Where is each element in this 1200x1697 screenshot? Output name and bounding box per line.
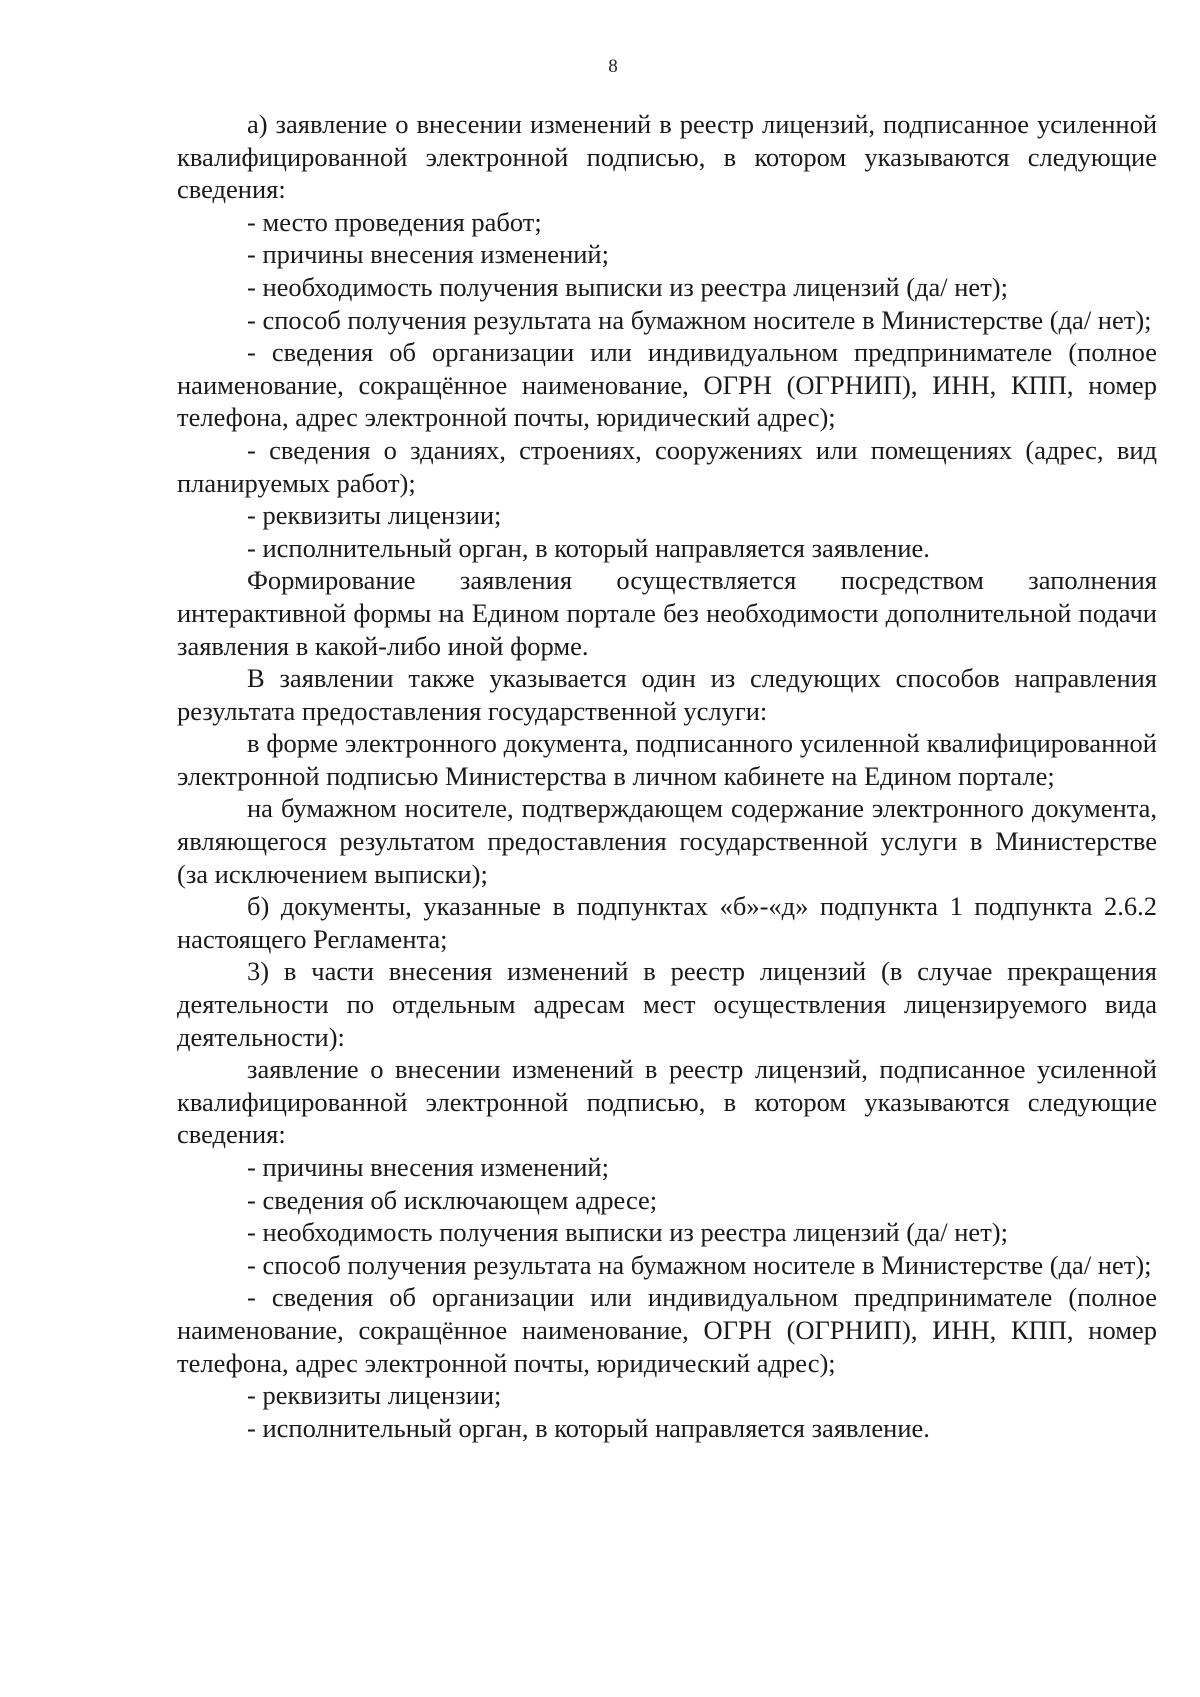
list-item-excluded-address: - сведения об исключающем адресе; <box>247 1184 658 1215</box>
list-item-license-details-2: - реквизиты лицензии; <box>247 1380 502 1411</box>
paragraph-a-application: а) заявление о внесении изменений в реестр лицензий, подписанное усиленной квалифицированной электронной подписью, в котором указываются следующие сведения: <box>177 109 1157 205</box>
list-item-change-reasons: - причины внесения изменений; <box>247 239 609 270</box>
paragraph-form-filling: Формирование заявления осуществляется посредством заполнения интерактивной формы на Едином портале без необходимости дополнительной подачи заявления в какой-либо иной форме. <box>177 565 1157 661</box>
paragraph-application-2: заявление о внесении изменений в реестр лицензий, подписанное усиленной квалифицированной электронной подписью, в котором указываются следующие сведения: <box>177 1054 1157 1150</box>
list-item-work-location: - место проведения работ; <box>247 206 542 237</box>
list-item-paper-result: - способ получения результата на бумажном носителе в Министерстве (да/ нет); <box>247 304 1152 335</box>
list-item-extract-needed-2: - необходимость получения выписки из реестра лицензий (да/ нет); <box>247 1217 1008 1248</box>
list-item-extract-needed: - необходимость получения выписки из реестра лицензий (да/ нет); <box>247 271 1008 302</box>
page-number: 8 <box>608 56 618 77</box>
paragraph-paper-document: на бумажном носителе, подтверждающем содержание электронного документа, являющегося результатом предоставления государственной услуги в Министерстве (за исключением выписки); <box>177 793 1157 889</box>
paragraph-3-changes: 3) в части внесения изменений в реестр лицензий (в случае прекращения деятельности по отдельным адресам мест осуществления лицензируемого вида деятельности): <box>177 956 1157 1052</box>
list-item-buildings-info: - сведения о зданиях, строениях, сооружениях или помещениях (адрес, вид планируемых работ); <box>177 434 1157 498</box>
paragraph-result-methods: В заявлении также указывается один из следующих способов направления результата предоставления государственной услуги: <box>177 663 1157 726</box>
list-item-change-reasons-2: - причины внесения изменений; <box>247 1152 609 1182</box>
paragraph-b-documents: б) документы, указанные в подпунктах «б»-«д» подпункта 1 подпункта 2.6.2 настоящего Регламента; <box>177 891 1157 954</box>
list-item-executive-body-2: - исполнительный орган, в который направляется заявление. <box>247 1412 930 1443</box>
list-item-paper-result-2: - способ получения результата на бумажном носителе в Министерстве (да/ нет); <box>247 1249 1152 1280</box>
document-body <box>177 108 1157 1444</box>
paragraph-electronic-document: в форме электронного документа, подписанного усиленной квалифицированной электронной подписью Министерства в личном кабинете на Едином портале; <box>177 728 1157 791</box>
list-item-organization-info: - сведения об организации или индивидуальном предпринимателе (полное наименование, сокращённое наименование, ОГРН (ОГРНИП), ИНН, КПП, номер телефона, адрес электронной почты, юридический адрес); <box>177 337 1157 433</box>
list-item-executive-body: - исполнительный орган, в который направляется заявление. <box>247 532 930 563</box>
list-item-license-details: - реквизиты лицензии; <box>247 500 502 531</box>
list-item-organization-info-2: - сведения об организации или индивидуальном предпринимателе (полное наименование, сокращённое наименование, ОГРН (ОГРНИП), ИНН, КПП, номер телефона, адрес электронной почты, юридический адрес); <box>177 1282 1157 1378</box>
